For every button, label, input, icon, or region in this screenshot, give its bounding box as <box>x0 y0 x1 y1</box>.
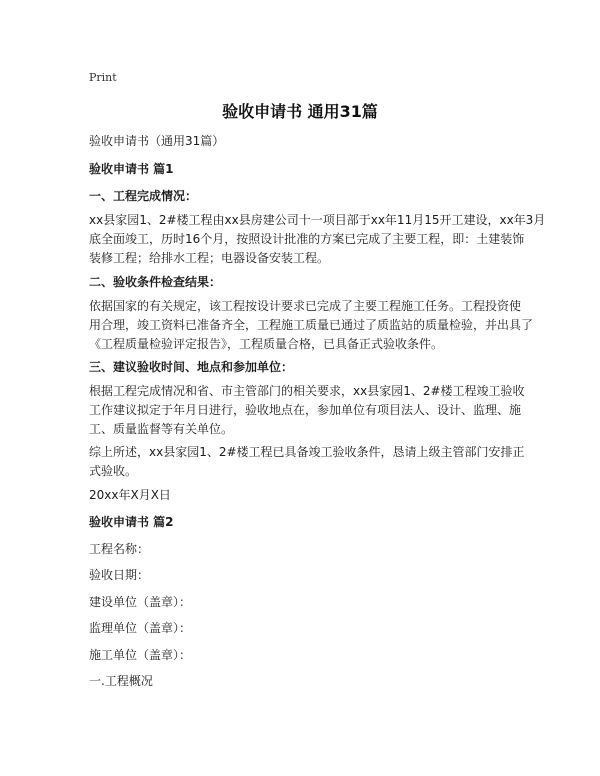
paragraph-line: 式验收。 <box>89 464 138 478</box>
section1-paragraph-4 <box>89 443 529 481</box>
section1-heading: 验收申请书 篇1 <box>89 162 174 176</box>
paragraph-line: 用合理，竣工资料已准备齐全，工程施工质量已通过了质监站的质量检验，并出具了 <box>89 318 534 332</box>
paragraph-line: 根据工程完成情况和省、市主管部门的相关要求，xx县家园1、2#楼工程竣工验收 <box>89 384 525 398</box>
field-supervision-unit: 监理单位（盖章）： <box>89 621 192 635</box>
section1-date: 20xx年X月X日 <box>89 488 171 502</box>
field-construction-unit: 建设单位（盖章）： <box>89 595 192 609</box>
section1-paragraph-1 <box>89 211 546 268</box>
field-acceptance-date: 验收日期： <box>89 568 150 582</box>
paragraph-line: 工、质量监督等有关单位。 <box>89 422 234 436</box>
section1-paragraph-2 <box>89 297 534 354</box>
section1-h1: 一、工程完成情况： <box>89 189 198 203</box>
paragraph-line: 综上所述，xx县家园1、2#楼工程已具备竣工验收条件，恳请上级主管部门安排正 <box>89 445 525 459</box>
document-subtitle: 验收申请书（通用31篇） <box>89 134 225 148</box>
section1-paragraph-3 <box>89 382 529 439</box>
section1-h3: 三、建议验收时间、地点和参加单位： <box>89 360 294 374</box>
section2-heading: 验收申请书 篇2 <box>89 515 174 529</box>
paragraph-line: 工作建议拟定于年月日进行，验收地点在，参加单位有项目法人、设计、监理、施 <box>89 403 522 417</box>
print-label: Print <box>89 71 117 84</box>
paragraph-line: xx县家园1、2#楼工程由xx县房建公司十一项目部于xx年11月15开工建设，xx年3月 <box>89 213 546 227</box>
field-contractor-unit: 施工单位（盖章）： <box>89 648 192 662</box>
paragraph-line: 依据国家的有关规定，该工程按设计要求已完成了主要工程施工任务。工程投资使 <box>89 299 522 313</box>
field-project-name: 工程名称： <box>89 542 150 556</box>
paragraph-line: 《工程质量检验评定报告》，工程质量合格，已具备正式验收条件。 <box>89 337 444 351</box>
page-title: 验收申请书 通用31篇 <box>222 102 378 121</box>
paragraph-line: 装修工程；给排水工程；电器设备安装工程。 <box>89 251 330 265</box>
project-overview-heading: 一.工程概况 <box>89 674 153 688</box>
section1-h2: 二、验收条件检查结果： <box>89 275 222 289</box>
paragraph-line: 底全面竣工，历时16个月，按照设计批准的方案已完成了主要工程，即：土建装饰 <box>89 232 525 246</box>
